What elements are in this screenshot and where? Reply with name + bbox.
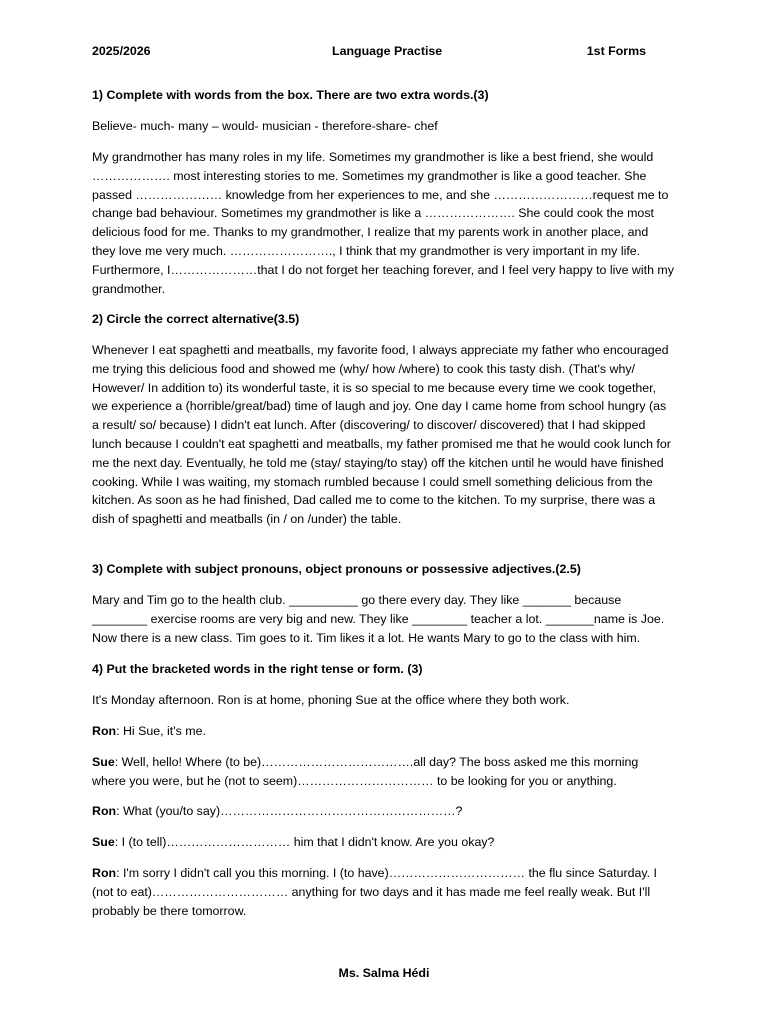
section-2-heading: 2) Circle the correct alternative(3.5) [92, 312, 300, 326]
section-1-word-box: Believe- much- many – would- musician - therefore-share- chef [92, 119, 438, 133]
section-3-text: Mary and Tim go to the health club. __________ go there every day. They like _______ because ________ exercise rooms are very big and new. They like ________ teacher a lot. _______name is Joe. Now there is a new class. Tim goes to it. Tim likes it a lot. He wants Mary to go to the class with him. [92, 593, 665, 645]
dialogue-line [92, 864, 674, 920]
dialogue-line [92, 753, 674, 791]
dialogue-speaker: Sue [92, 755, 115, 769]
dialogue-line [92, 833, 674, 852]
dialogue-speaker: Sue [92, 835, 115, 849]
dialogue-text: : I (to tell)………………………… him that I didn't know. Are you okay? [114, 835, 495, 849]
section-2-text: Whenever I eat spaghetti and meatballs, my favorite food, I always appreciate my father who encouraged me trying this delicious food and showed me (why/ how /where) to cook this tasty dish. (That's why/ However/ In addition to) its wonderful taste, it is so special to me because every time we cook together, we experience a (horrible/great/bad) time of laugh and joy. One day I came home from school hungry (as a result/ so/ because) I didn't eat lunch. After (discovering/ to discover/ discovered) that I had skipped lunch because I couldn't eat spaghetti and meatballs, my father promised me that he would cook lunch for me the next day. Eventually, he told me (stay/ staying/to stay) off the kitchen until he would have finished cooking. While I was waiting, my stomach rumbled because I could smell something delicious from the kitchen. As soon as he had finished, Dad called me to come to the kitchen. To my surprise, there was a dish of spaghetti and meatballs (in / on /under) the table. [92, 343, 671, 527]
teacher-name: Ms. Salma Hédi [338, 966, 430, 980]
dialogue-speaker: Ron [92, 724, 117, 738]
dialogue-text: : What (you/to say)…………………………………………………? [116, 804, 463, 818]
subject-title: Language Practise [332, 44, 443, 58]
page-header [92, 42, 646, 60]
section-4-intro: It's Monday afternoon. Ron is at home, phoning Sue at the office where they both work. [92, 693, 570, 707]
dialogue-line [92, 722, 674, 741]
class-level: 1st Forms [586, 44, 646, 58]
dialogue-speaker: Ron [92, 804, 117, 818]
dialogue-text: : I'm sorry I didn't call you this morning. I (to have)…………………………… the flu since Saturday. I (not to eat)…………………………… anything for two days and it has made me feel really weak. But I'll probably be there tomorrow. [92, 866, 658, 918]
section-1-heading: 1) Complete with words from the box. There are two extra words.(3) [92, 88, 489, 102]
school-year: 2025/2026 [92, 44, 151, 58]
dialogue-text: : Hi Sue, it's me. [116, 724, 206, 738]
section-3-heading: 3) Complete with subject pronouns, object pronouns or possessive adjectives.(2.5) [92, 562, 581, 576]
dialogue-speaker: Ron [92, 866, 117, 880]
dialogue-text: : Well, hello! Where (to be)……………………………….all day? The boss asked me this morning where you were, but he (not to seem)…………………………… to be looking for you or anything. [92, 755, 639, 788]
section-1-text: My grandmother has many roles in my life. Sometimes my grandmother is like a best friend, she would ………………. most interesting stories to me. Sometimes my grandmother is like a good teacher. She passed ………………… knowledge from her experiences to me, and she ……………………request me to change bad behaviour. Sometimes my grandmother is like a …………………. She could cook the most delicious food for me. Thanks to my grandmother, I realize that my parents work in another place, and they love me very much. ……………………., I think that my grandmother is very important in my life. Furthermore, I…………………that I do not forget her teaching forever, and I feel very happy to live with my grandmother. [92, 150, 674, 296]
section-4-heading: 4) Put the bracketed words in the right tense or form. (3) [92, 662, 423, 676]
dialogue-line [92, 802, 674, 821]
